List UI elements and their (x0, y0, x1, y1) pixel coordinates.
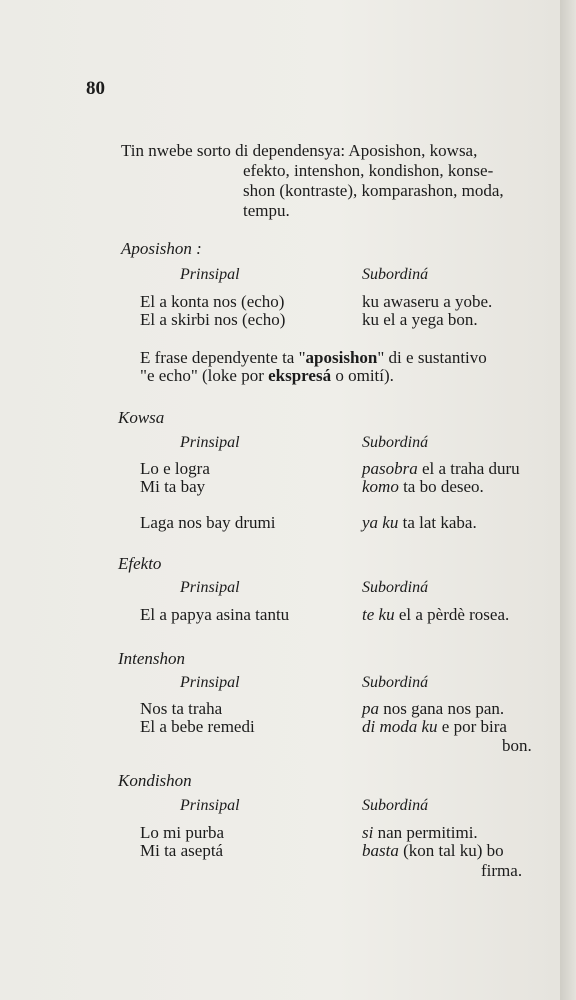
subordinate-clause: ku awaseru a yobe. (362, 292, 493, 311)
subordinate-clause: ya ku ta lat kaba. (362, 513, 477, 532)
column-header-subordina: Subordiná (362, 266, 429, 283)
column-header-prinsipal: Prinsipal (180, 266, 240, 283)
main-clause: Lo e logra (140, 459, 210, 478)
page-number: 80 (86, 78, 105, 99)
column-header-subordina: Subordiná (362, 674, 429, 691)
section-title-kondishon: Kondishon (118, 771, 192, 790)
main-clause: Mi ta bay (140, 477, 206, 496)
main-clause: El a konta nos (echo) (140, 292, 285, 311)
page-edge (560, 0, 576, 1000)
column-header-subordina: Subordiná (362, 579, 429, 596)
main-clause: Lo mi purba (140, 823, 225, 842)
main-clause: Nos ta traha (140, 699, 223, 718)
subordinate-clause: te ku el a pèrdè rosea. (362, 605, 510, 624)
subordinate-clause: komo ta bo deseo. (362, 477, 484, 496)
main-clause: Mi ta aseptá (140, 841, 224, 860)
aposishon-note-line-2: "e echo" (loke por ekspresá o omití). (140, 366, 394, 385)
intro-line-4: tempu. (243, 201, 290, 220)
intro-line-3: shon (kontraste), komparashon, moda, (243, 181, 504, 200)
subordinate-continuation: firma. (481, 861, 523, 880)
column-header-prinsipal: Prinsipal (180, 434, 240, 451)
section-title-intenshon: Intenshon (118, 649, 186, 668)
section-title-kowsa: Kowsa (118, 408, 165, 427)
main-clause: El a papya asina tantu (140, 605, 290, 624)
subordinate-clause: pa nos gana nos pan. (362, 699, 505, 718)
column-header-prinsipal: Prinsipal (180, 674, 240, 691)
main-clause: Laga nos bay drumi (140, 513, 276, 532)
column-header-subordina: Subordiná (362, 434, 429, 451)
column-header-prinsipal: Prinsipal (180, 579, 240, 596)
subordinate-clause: di moda ku e por bira (362, 717, 507, 736)
subordinate-clause: si nan permitimi. (362, 823, 478, 842)
column-header-prinsipal: Prinsipal (180, 797, 240, 814)
subordinate-clause: basta (kon tal ku) bo (362, 841, 504, 860)
subordinate-continuation: bon. (502, 736, 532, 755)
section-title-aposishon: Aposishon : (121, 239, 202, 258)
main-clause: El a bebe remedi (140, 717, 255, 736)
aposishon-note-line-1: E frase dependyente ta "aposishon" di e sustantivo (140, 348, 487, 367)
main-clause: El a skirbi nos (echo) (140, 310, 286, 329)
intro-line-1: Tin nwebe sorto di dependensya: Aposishon, kowsa, (121, 141, 478, 160)
subordinate-clause: ku el a yega bon. (362, 310, 478, 329)
column-header-subordina: Subordiná (362, 797, 429, 814)
intro-line-2: efekto, intenshon, kondishon, konse- (243, 161, 494, 180)
subordinate-clause: pasobra el a traha duru (362, 459, 520, 478)
section-title-efekto: Efekto (118, 554, 162, 573)
